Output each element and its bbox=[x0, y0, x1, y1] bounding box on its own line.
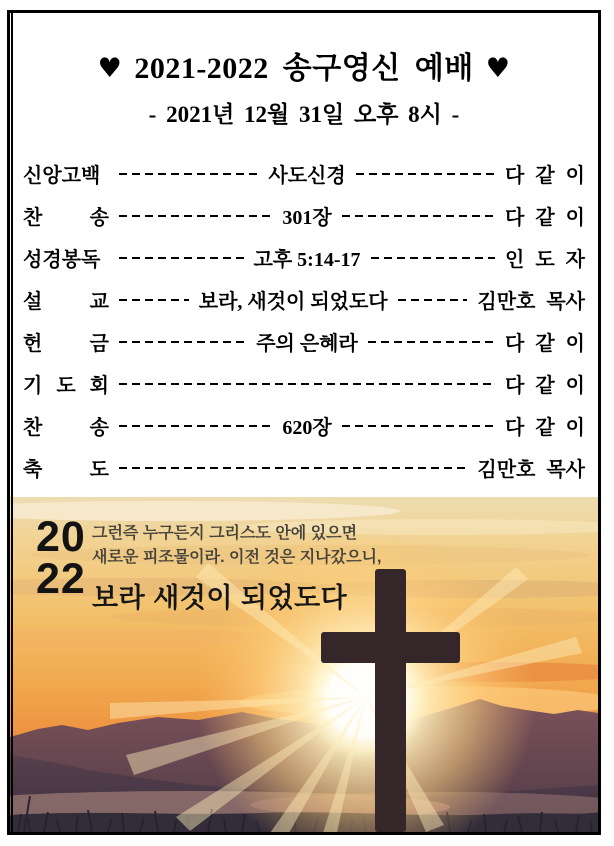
verse-text bbox=[92, 522, 381, 569]
order-item-performer: 다 같 이 bbox=[505, 416, 586, 439]
dash-line bbox=[342, 215, 495, 217]
heart-icon: ♥ bbox=[97, 53, 123, 84]
dash-line bbox=[119, 257, 244, 259]
order-item-content: 사도신경 bbox=[268, 164, 346, 187]
order-item-content: 보라, 새것이 되었도다 bbox=[198, 290, 388, 313]
dash-line bbox=[119, 425, 272, 427]
order-row bbox=[23, 404, 585, 446]
order-row bbox=[23, 236, 585, 278]
order-item-label: 축 도 bbox=[23, 458, 109, 481]
order-row bbox=[23, 152, 585, 194]
dash-line bbox=[371, 257, 496, 259]
year-label bbox=[36, 513, 86, 604]
dash-line bbox=[342, 425, 495, 427]
service-datetime: - 2021년 12월 31일 오후 8시 - bbox=[148, 102, 460, 127]
order-item-content: 301장 bbox=[282, 206, 332, 229]
dash-line bbox=[119, 467, 467, 469]
dash-line bbox=[398, 299, 468, 301]
order-item-performer: 다 같 이 bbox=[505, 374, 585, 397]
order-of-service-list bbox=[23, 152, 585, 488]
bulletin-page bbox=[7, 10, 601, 835]
order-item-label: 헌 금 bbox=[23, 332, 109, 355]
dash-line bbox=[119, 299, 189, 301]
order-item-performer: 인 도 자 bbox=[505, 248, 585, 271]
year-bottom: 22 bbox=[36, 555, 86, 604]
page-title-text: 2021-2022 송구영신 예배 bbox=[134, 52, 474, 85]
order-item-content: 620장 bbox=[282, 416, 332, 439]
order-item-performer: 다 같 이 bbox=[505, 332, 586, 355]
order-row bbox=[23, 278, 585, 320]
dash-line bbox=[119, 341, 246, 343]
order-row bbox=[23, 362, 585, 404]
verse-line-1: 그런즉 누구든지 그리스도 안에 있으면 bbox=[92, 525, 358, 542]
order-item-label: 찬 송 bbox=[23, 206, 109, 229]
dash-line bbox=[119, 173, 258, 175]
dash-line bbox=[119, 215, 272, 217]
page-title bbox=[10, 43, 598, 87]
banner-text-overlay bbox=[10, 497, 598, 832]
order-item-performer: 김만호 목사 bbox=[477, 458, 585, 481]
verse-line-2: 새로운 피조물이라. 이전 것은 지나갔으니, bbox=[92, 548, 382, 566]
order-item-performer: 다 같 이 bbox=[505, 164, 585, 187]
order-item-performer: 다 같 이 bbox=[505, 206, 586, 229]
order-item-label: 성경봉독 bbox=[23, 248, 101, 271]
order-item-label: 기 도 회 bbox=[23, 374, 109, 397]
year-top: 20 bbox=[36, 513, 86, 561]
order-item-label: 찬 송 bbox=[23, 416, 109, 439]
order-item-content: 주의 은혜라 bbox=[256, 332, 358, 355]
bulletin-header bbox=[10, 43, 598, 129]
order-row bbox=[23, 320, 585, 362]
order-item-label: 설 교 bbox=[23, 290, 109, 313]
verse-headline: 보라 새것이 되었도다 bbox=[92, 583, 348, 613]
sunset-banner-image bbox=[10, 497, 598, 832]
dash-line bbox=[356, 173, 495, 175]
order-row bbox=[23, 194, 585, 236]
dash-line bbox=[368, 341, 495, 343]
order-row bbox=[23, 446, 585, 488]
dash-line bbox=[119, 383, 495, 385]
order-item-label: 신앙고백 bbox=[23, 164, 101, 187]
heart-icon: ♥ bbox=[485, 53, 511, 84]
order-item-performer: 김만호 목사 bbox=[477, 290, 585, 313]
order-item-content: 고후 5:14-17 bbox=[253, 248, 361, 271]
